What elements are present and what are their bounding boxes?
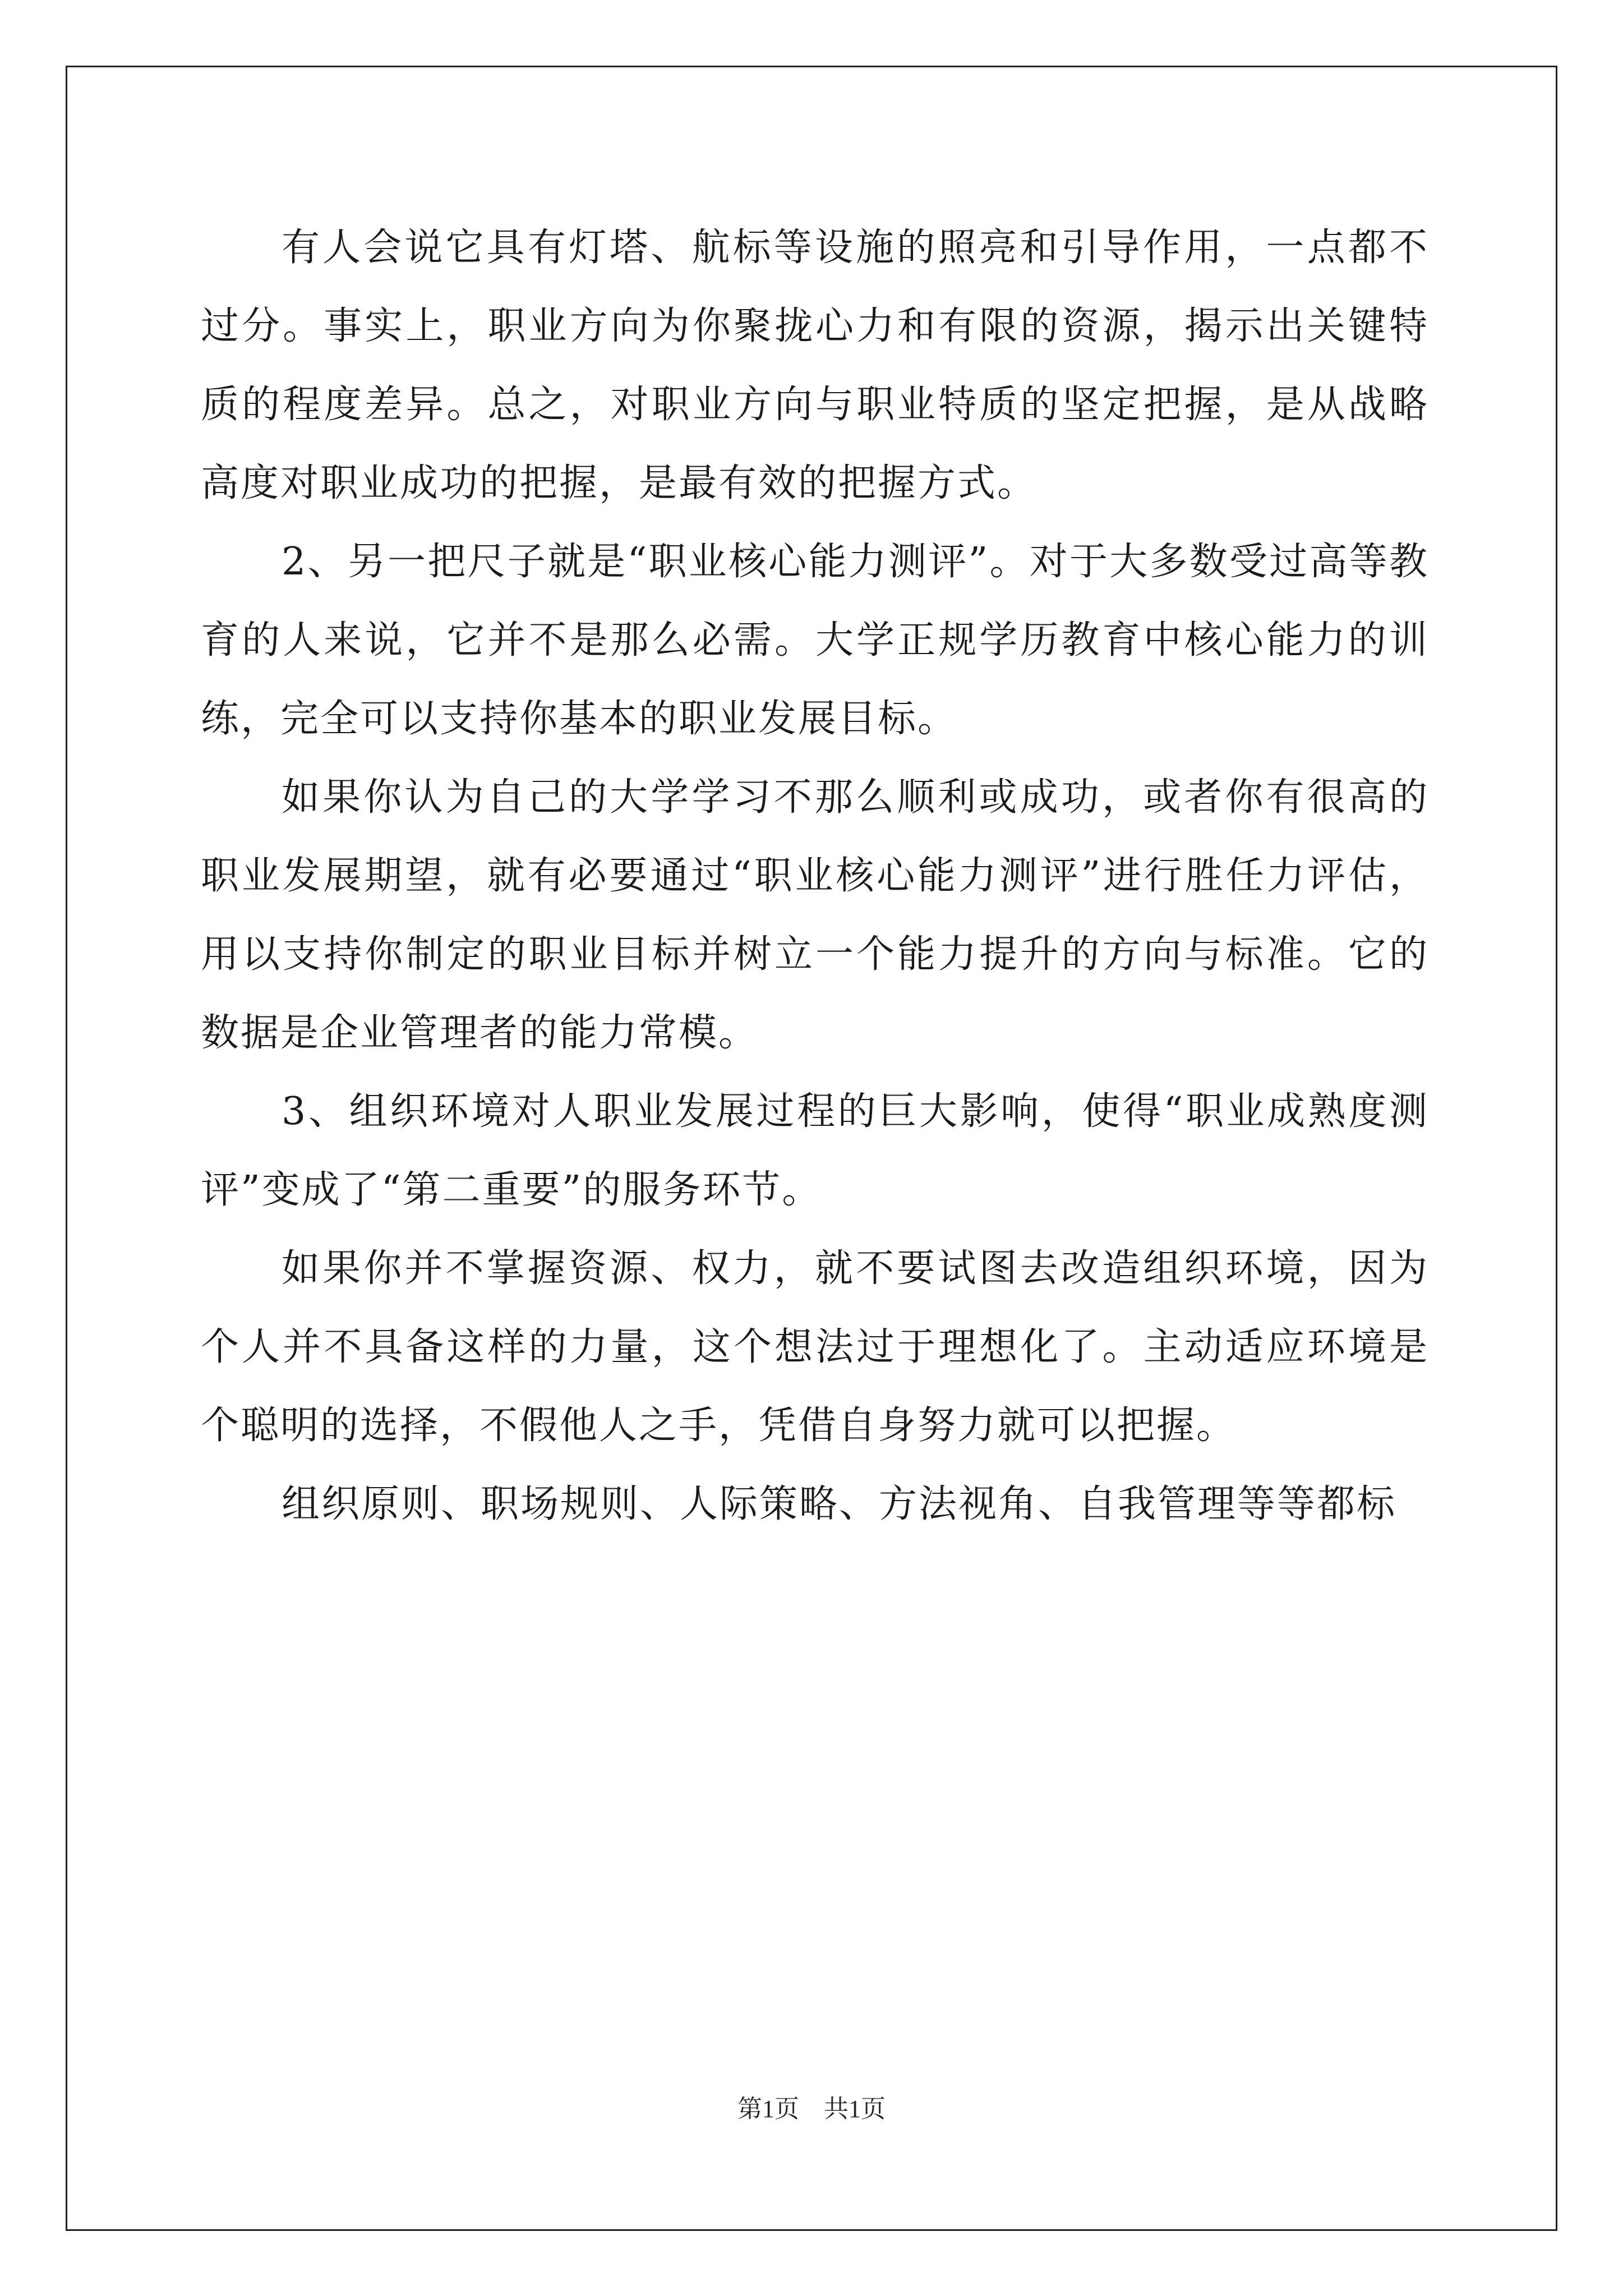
paragraph-5: 如果你并不掌握资源、权力，就不要试图去改造组织环境，因为个人并不具备这样的力量，这个想法过于理想化了。主动适应环境是个聪明的选择，不假他人之手，凭借自身努力就可以把握。 <box>201 1246 1429 1448</box>
paragraph-1: 有人会说它具有灯塔、航标等设施的照亮和引导作用，一点都不过分。事实上，职业方向为你聚拢心力和有限的资源，揭示出关键特质的程度差异。总之，对职业方向与职业特质的坚定把握，是从战略高度对职业成功的把握，是最有效的把握方式。 <box>201 226 1429 505</box>
paragraph-6: 组织原则、职场规则、人际策略、方法视角、自我管理等等都标 <box>282 1482 1397 1526</box>
paragraph-4: 3、组织环境对人职业发展过程的巨大影响，使得“职业成熟度测评”变成了“第二重要”的服务环节。 <box>201 1089 1429 1212</box>
document-body <box>201 209 1429 1544</box>
page-number-footer: 第1页 共1页 <box>737 2095 886 2123</box>
paragraph-3: 如果你认为自己的大学学习不那么顺利或成功，或者你有很高的职业发展期望，就有必要通过“职业核心能力测评”进行胜任力评估，用以支持你制定的职业目标并树立一个能力提升的方向与标准。它的数据是企业管理者的能力常模。 <box>201 775 1429 1055</box>
paragraph-2: 2、另一把尺子就是“职业核心能力测评”。对于大多数受过高等教育的人来说，它并不是那么必需。大学正规学历教育中核心能力的训练，完全可以支持你基本的职业发展目标。 <box>201 540 1429 741</box>
